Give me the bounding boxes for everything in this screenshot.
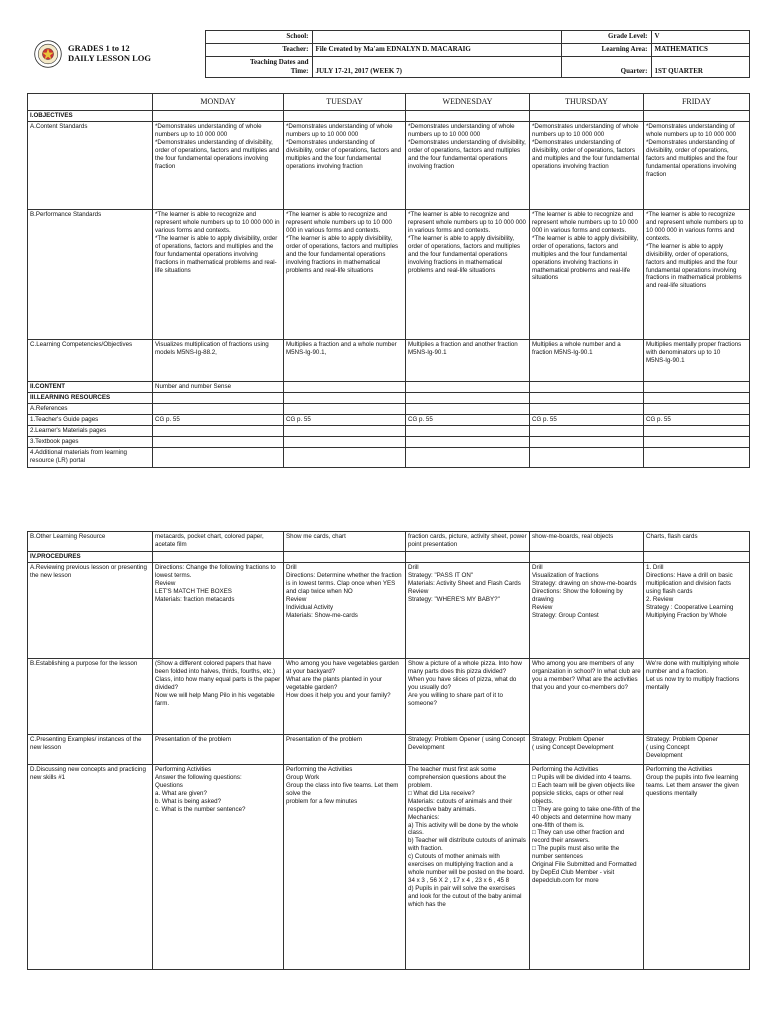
day-cell: [644, 552, 750, 563]
day-cell: [153, 111, 284, 122]
day-cell: CG p. 55: [644, 414, 750, 425]
day-cell: [530, 436, 644, 447]
day-cell: Show a picture of a whole pizza. Into how many parts does this pizza divided? When you have slices of pizza, what do you usually do? Are you willing to share part of it to someone?: [406, 658, 530, 734]
day-cell: [284, 436, 406, 447]
day-cell: [284, 552, 406, 563]
day-cell: [530, 552, 644, 563]
title-line-2: DAILY LESSON LOG: [68, 52, 151, 63]
day-cell: Multiplies mentally proper fractions with denominators up to 10 M5NS-Ig-90.1: [644, 339, 750, 381]
day-cell: [284, 447, 406, 467]
day-cell: [644, 111, 750, 122]
day-cell: *Demonstrates understanding of whole numbers up to 10 000 000 *Demonstrates understanding of divisibility, order of operations, factors and multiples and the four fundamental operations involving fraction: [530, 121, 644, 209]
day-cell: [153, 552, 284, 563]
quarter-label: Quarter:: [561, 57, 651, 78]
day-cell: show-me-boards, real objects: [530, 532, 644, 552]
day-cell: [284, 425, 406, 436]
day-cell: Performing the Activities □ Pupils will be divided into 4 teams. □ Each team will be given objects like popsicle sticks, caps or other real objects. □ They are going to take one-fifth of the 40 objects and determine how many one-fifth of them is. □ They can use other fraction and record their answers. □ The pupils must also write the number sentences Original File Submitted and Formatted by DepEd Club Member - visit depedclub.com for more: [530, 764, 644, 969]
row-label: III.LEARNING RESOURCES: [28, 392, 153, 403]
row-label: B.Other Learning Resource: [28, 532, 153, 552]
day-cell: Performing Activities Answer the following questions: Questions a. What are given? b. What is being asked? c. What is the number sentence?: [153, 764, 284, 969]
row-label: 3.Textbook pages: [28, 436, 153, 447]
day-cell: *Demonstrates understanding of whole numbers up to 10 000 000 *Demonstrates understanding of divisibility, order of operations, factors and multiples and the four fundamental operations involving fraction: [406, 121, 530, 209]
day-cell: Directions: Change the following fractions to lowest terms. Review LET'S MATCH THE BOXES Materials: fraction metacards: [153, 562, 284, 658]
corner-cell: [28, 94, 153, 111]
day-cell: [284, 111, 406, 122]
day-cell: Who among you are members of any organization in school? In what club are you a member? What are the activities that you and your co-members do?: [530, 658, 644, 734]
day-cell: metacards, pocket chart, colored paper, acetate film: [153, 532, 284, 552]
day-cell: [284, 381, 406, 392]
area-label: Learning Area:: [561, 44, 651, 57]
day-cell: 1. Drill Directions: Have a drill on basic multiplication and division facts using flash cards 2. Review Strategy : Cooperative Learning Multiplying Fraction by Whole: [644, 562, 750, 658]
table-row: [28, 562, 750, 658]
day-cell: [406, 447, 530, 467]
day-cell: CG p. 55: [530, 414, 644, 425]
table-row: [28, 381, 750, 392]
day-header-tuesday: TUESDAY: [284, 94, 406, 111]
table-row: [28, 121, 750, 209]
row-label: C.Learning Competencies/Objectives: [28, 339, 153, 381]
day-cell: The teacher must first ask some comprehension questions about the problem. □ What did Lita receive? Materials: cutouts of animals and their respective baby animals. Mechanics: a) This activity will be done by the whole class. b) Teacher will distribute cutouts of animals with fraction. c) Cutouts of mother animals with exercises on multiplying fraction and a whole number will be posted on the board. 34 x 3 , 56 X 2 , 17 x 4 , 23 x 6 , 45 8 d) Pupils in pair will solve the exercises and look for the cutout of the baby animal which has the: [406, 764, 530, 969]
day-cell: Drill Strategy: "PASS IT ON" Materials: Activity Sheet and Flash Cards Review Strategy: "WHERE'S MY BABY?": [406, 562, 530, 658]
dates-label-line-1: Teaching Dates and: [250, 58, 309, 66]
day-cell: Strategy: Problem Opener ( using Concept Development: [530, 734, 644, 764]
day-cell: [644, 447, 750, 467]
day-cell: *The learner is able to recognize and represent whole numbers up to 10 000 000 in various forms and contexts. *The learner is able to apply divisibility, order of operations, factors and multiples and the four fundamental operations involving fractions in mathematical problems and real-life situations: [284, 209, 406, 339]
day-cell: [153, 425, 284, 436]
table-row: [28, 734, 750, 764]
day-cell: Performing the Activities Group the pupils into five learning teams. Let them answer the given questions mentally: [644, 764, 750, 969]
day-cell: [406, 403, 530, 414]
day-cell: [406, 392, 530, 403]
day-cell: Performing the Activities Group Work Group the class into five teams. Let them solve the problem for a few minutes: [284, 764, 406, 969]
row-label: B.Establishing a purpose for the lesson: [28, 658, 153, 734]
row-label: 2.Learner's Materials pages: [28, 425, 153, 436]
day-cell: [530, 392, 644, 403]
quarter-value: 1ST QUARTER: [651, 57, 749, 78]
teacher-value: File Created by Ma'am EDNALYN D. MACARAIG: [312, 44, 561, 57]
row-label: I.OBJECTIVES: [28, 111, 153, 122]
day-cell: [530, 111, 644, 122]
deped-seal-icon: [34, 40, 62, 68]
day-cell: [284, 403, 406, 414]
dates-label: [205, 57, 312, 78]
day-cell: Presentation of the problem: [153, 734, 284, 764]
day-cell: CG p. 55: [153, 414, 284, 425]
day-cell: [530, 381, 644, 392]
day-cell: [284, 392, 406, 403]
row-label: 4.Additional materials from learning resource (LR) portal: [28, 447, 153, 467]
row-label: 1.Teacher's Guide pages: [28, 414, 153, 425]
table-row: [28, 425, 750, 436]
table-row: [28, 111, 750, 122]
day-cell: Multiplies a whole number and a fraction M5NS-Ig-90.1: [530, 339, 644, 381]
lesson-table-1: [27, 93, 750, 468]
day-cell: Number and number Sense: [153, 381, 284, 392]
row-label: A.Content Standards: [28, 121, 153, 209]
day-cell: CG p. 55: [406, 414, 530, 425]
day-cell: [153, 447, 284, 467]
day-cell: [644, 425, 750, 436]
day-header-wednesday: WEDNESDAY: [406, 94, 530, 111]
day-cell: CG p. 55: [284, 414, 406, 425]
day-cell: (Show a different colored papers that have been folded into halves, thirds, fourths, etc.) Class, into how many equal parts is the paper divided? Now we will help Mang Pilo in his vegetable farm.: [153, 658, 284, 734]
day-cell: Multiplies a fraction and a whole number M5NS-Ig-90.1,: [284, 339, 406, 381]
table-row: [28, 209, 750, 339]
table-row: [28, 658, 750, 734]
day-cell: [153, 392, 284, 403]
day-cell: [530, 403, 644, 414]
row-label: B.Performance Standards: [28, 209, 153, 339]
day-header-thursday: THURSDAY: [530, 94, 644, 111]
day-cell: [406, 111, 530, 122]
table-row: [28, 532, 750, 552]
day-cell: [644, 392, 750, 403]
title-line-1: GRADES 1 to 12: [68, 43, 130, 54]
school-label: School:: [205, 31, 312, 44]
day-cell: *The learner is able to recognize and represent whole numbers up to 10 000 000 in various forms and contexts. *The learner is able to apply divisibility, order of operations, factors and multiples and the four fundamental operations involving fractions in mathematical problems and real-life situations: [153, 209, 284, 339]
day-cell: Drill Directions: Determine whether the fraction is in lowest terms. Clap once when YES and clap twice when NO Review Individual Activity Materials: Show-me-cards: [284, 562, 406, 658]
day-cell: Who among you have vegetables garden at your backyard? What are the plants planted in your vegetable garden? How does it help you and your family?: [284, 658, 406, 734]
area-value: MATHEMATICS: [651, 44, 749, 57]
day-header-friday: FRIDAY: [644, 94, 750, 111]
day-cell: *The learner is able to recognize and represent whole numbers up to 10 000 000 in various forms and contexts. *The learner is able to apply divisibility, order of operations, factors and multiples and the four fundamental operations involving fractions in mathematical problems and real-life situations: [406, 209, 530, 339]
lesson-table-2: [27, 531, 750, 970]
row-label: II.CONTENT: [28, 381, 153, 392]
row-label: A.References: [28, 403, 153, 414]
row-label: A.Reviewing previous lesson or presenting the new lesson: [28, 562, 153, 658]
day-header-monday: MONDAY: [153, 94, 284, 111]
school-value: [312, 31, 561, 44]
day-cell: fraction cards, picture, activity sheet, power point presentation: [406, 532, 530, 552]
table-row: [28, 764, 750, 969]
row-label: IV.PROCEDURES: [28, 552, 153, 563]
day-cell: Show me cards, chart: [284, 532, 406, 552]
day-cell: *The learner is able to recognize and represent whole numbers up to 10 000 000 in various forms and contexts. *The learner is able to apply divisibility, order of operations, factors and multiples and the four fundamental operations involving fractions in mathematical problems and real-life situations: [530, 209, 644, 339]
day-cell: [153, 403, 284, 414]
table-row: [28, 436, 750, 447]
day-cell: [153, 436, 284, 447]
teacher-label: Teacher:: [205, 44, 312, 57]
day-cell: Presentation of the problem: [284, 734, 406, 764]
day-cell: [406, 552, 530, 563]
row-label: D.Discussing new concepts and practicing new skills #1: [28, 764, 153, 969]
day-cell: *Demonstrates understanding of whole numbers up to 10 000 000 *Demonstrates understanding of divisibility, order of operations, factors and multiples and the four fundamental operations involving fraction: [284, 121, 406, 209]
row-label: C.Presenting Examples/ instances of the new lesson: [28, 734, 153, 764]
day-cell: [406, 381, 530, 392]
header-table: [27, 30, 750, 78]
day-cell: Strategy: Problem Opener ( using Concept Development: [406, 734, 530, 764]
day-cell: [406, 425, 530, 436]
day-cell: *Demonstrates understanding of whole numbers up to 10 000 000 *Demonstrates understanding of divisibility, order of operations, factors and multiples and the four fundamental operations involving fraction: [153, 121, 284, 209]
day-cell: We're done with multiplying whole number and a fraction. Let us now try to multiply fractions mentally: [644, 658, 750, 734]
day-cell: Strategy: Problem Opener ( using Concept Development: [644, 734, 750, 764]
day-cell: Multiplies a fraction and another fraction M5NS-Ig-90.1: [406, 339, 530, 381]
dates-label-line-2: Time:: [290, 66, 309, 75]
day-cell: [644, 403, 750, 414]
grade-value: V: [651, 31, 749, 44]
day-cell: *Demonstrates understanding of whole numbers up to 10 000 000 *Demonstrates understanding of divisibility, order of operations, factors and multiples and the four fundamental operations involving fraction: [644, 121, 750, 209]
table-row: [28, 392, 750, 403]
day-cell: [644, 436, 750, 447]
day-cell: Charts, flash cards: [644, 532, 750, 552]
dates-value: JULY 17-21, 2017 (WEEK 7): [312, 57, 561, 78]
day-cell: [644, 381, 750, 392]
day-cell: Drill Visualization of fractions Strategy: drawing on show-me-boards Directions: Show the following by drawing Review Strategy: Group Contest: [530, 562, 644, 658]
table-row: [28, 414, 750, 425]
day-cell: [530, 447, 644, 467]
table-row: [28, 552, 750, 563]
day-cell: *The learner is able to recognize and represent whole numbers up to 10 000 000 in various forms and contexts. *The learner is able to apply divisibility, order of operations, factors and multiples and the four fundamental operations involving fractions in mathematical problems and real-life situations: [644, 209, 750, 339]
table-row: [28, 403, 750, 414]
table-row: [28, 447, 750, 467]
header-title-cell: [27, 31, 205, 78]
grade-label: Grade Level:: [561, 31, 651, 44]
day-cell: [406, 436, 530, 447]
day-cell: [530, 425, 644, 436]
table-row: [28, 339, 750, 381]
day-cell: Visualizes multiplication of fractions using models M5NS-Ig-88.2,: [153, 339, 284, 381]
